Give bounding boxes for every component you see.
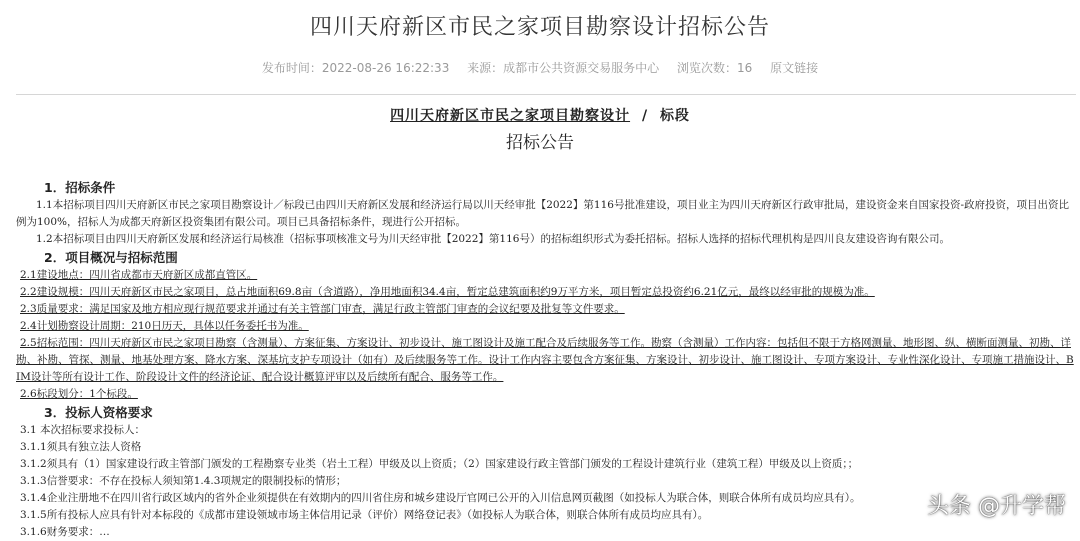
document-title-separator: / xyxy=(641,108,649,124)
document-title-project: 四川天府新区市民之家项目勘察设计 xyxy=(390,108,631,124)
paragraph-2-2: 2.2建设规模：四川天府新区市民之家项目，总占地面积69.8亩（含道路），净用地面积34.4亩，暂定总建筑面积约9万平方米，项目暂定总投资约6.21亿元，最终以经审批的规模为准。 xyxy=(20,286,875,298)
paragraph-3-1-5: 3.1.5所有投标人应具有针对本标段的《成都市建设领域市场主体信用记录（评价）网络登记表》（如投标人为联合体，则联合体所有成员均应具有）。 xyxy=(20,509,709,521)
divider xyxy=(16,94,1076,95)
watermark: 头条 @升学帮 xyxy=(927,494,1066,519)
paragraph-2-1: 2.1建设地点：四川省成都市天府新区成都直管区。 xyxy=(20,269,258,281)
publish-time: 发布时间：2022-08-26 16:22:33 xyxy=(261,61,450,75)
paragraph-3-1-1: 3.1.1须具有独立法人资格 xyxy=(20,441,142,453)
paragraph-1-1: 1.1本招标项目四川天府新区市民之家项目勘察设计／标段已由四川天府新区发展和经济运行局以川天经审批【2022】第116号批准建设，项目业主为四川天府新区行政审批局，建设资金来自国家投资-政府投资，项目出资比例为100%，招标人为成都天府新区投资集团有限公司。项目已具备招标条件，现进行公开招标。 xyxy=(16,199,1070,228)
section-heading-2: 2．项目概况与招标范围 xyxy=(44,250,178,265)
section-heading-3: 3．投标人资格要求 xyxy=(44,405,153,420)
paragraph-1-2: 1.2本招标项目由四川天府新区发展和经济运行局核准（招标事项核准文号为川天经审批【2022】第116号）的招标组织形式为委托招标。招标人选择的招标代理机构是四川良友建设咨询有限公司。 xyxy=(36,233,950,245)
paragraph-3-1: 3.1 本次招标要求投标人： xyxy=(20,424,146,436)
paragraph-3-1-6: 3.1.6财务要求：… xyxy=(20,526,110,538)
paragraph-2-3: 2.3质量要求：满足国家及地方相应现行规范要求并通过有关主管部门审查，满足行政主管部门审查的会议纪要及批复等文件要求。 xyxy=(20,303,625,315)
view-count: 浏览次数：16 xyxy=(677,61,753,75)
article-meta xyxy=(0,59,1080,76)
paragraph-2-5: 2.5招标范围：四川天府新区市民之家项目勘察（含测量）、方案征集、方案设计、初步设计、施工图设计及施工配合及后续服务等工作。勘察（含测量）工作内容：包括但不限于方格网测量、地形图、纵、横断面测量、初勘、详勘、补勘、管探、测量、地基处理方案、降水方案、深基坑支护专项设计（如有）及后续服务等工作。设计工作内容主要包含方案征集、方案设计、初步设计、施工图设计、专项方案设计、专业性深化设计、专项施工措施设计、BIM设计等所有设计工作、阶段设计文件的经济论证、配合设计概算评审以及后续所有配合、服务等工作。 xyxy=(16,337,1074,383)
document-subtitle: 招标公告 xyxy=(506,133,574,153)
paragraph-3-1-4: 3.1.4企业注册地不在四川省行政区域内的省外企业须提供在有效期内的四川省住房和城乡建设厅官网已公开的入川信息网页截图（如投标人为联合体，则联合体所有成员均应具有）。 xyxy=(20,492,861,504)
original-link[interactable]: 原文链接 xyxy=(770,61,819,75)
document-title xyxy=(0,105,1080,125)
section-heading-1: 1．招标条件 xyxy=(44,180,116,195)
document-title-section: 标段 xyxy=(659,108,690,124)
source-label: 来源：成都市公共资源交易服务中心 xyxy=(467,61,660,75)
paragraph-3-1-3: 3.1.3信誉要求：不存在投标人须知第1.4.3项规定的限制投标的情形； xyxy=(20,475,347,487)
paragraph-2-6: 2.6标段划分：1个标段。 xyxy=(20,388,138,400)
announcement-body xyxy=(16,178,1074,541)
paragraph-2-4: 2.4计划勘察设计周期：210日历天，具体以任务委托书为准。 xyxy=(20,320,309,332)
page-title: 四川天府新区市民之家项目勘察设计招标公告 xyxy=(309,15,770,40)
paragraph-3-1-2: 3.1.2须具有（1）国家建设行政主管部门颁发的工程勘察专业类（岩土工程）甲级及以上资质；（2）国家建设行政主管部门颁发的工程设计建筑行业（建筑工程）甲级及以上资质；； xyxy=(20,458,859,470)
